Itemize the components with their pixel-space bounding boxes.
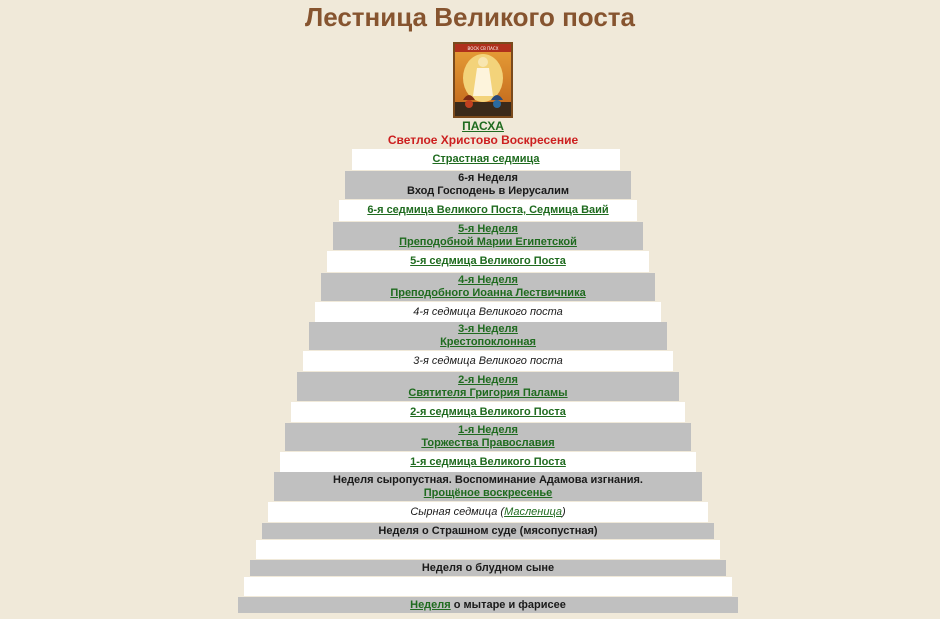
john-climacus-link[interactable]: Преподобного Иоанна Лествичника	[390, 287, 586, 299]
last-judgment-label: Неделя о Страшном суде (мясопустная)	[378, 524, 598, 537]
step-week-5-fast	[327, 251, 649, 272]
step-week-4-fast	[315, 302, 661, 322]
prodigal-son-label: Неделя о блудном сыне	[421, 561, 555, 574]
mary-egypt-link[interactable]: Преподобной Марии Египетской	[399, 236, 577, 248]
step-cheesefare-sunday	[274, 472, 702, 501]
step-week-5	[333, 222, 643, 250]
step-blank-1	[256, 540, 720, 559]
step-week-6-fast	[339, 200, 637, 221]
resurrection-icon[interactable]	[453, 42, 513, 118]
passion-week-link[interactable]: Страстная седмица	[432, 153, 540, 165]
step-passion-week	[352, 149, 620, 170]
week-3-link[interactable]: 3-я Неделя	[458, 323, 518, 335]
palm-week-link[interactable]: 6-я седмица Великого Поста, Седмица Ваий	[367, 204, 609, 216]
week-1-fast-link[interactable]: 1-я седмица Великого Поста	[410, 455, 566, 468]
cheese-week-label: Сырная седмица (	[410, 505, 505, 518]
step-week-2-fast	[291, 402, 685, 422]
page-title: Лестница Великого поста	[304, 2, 635, 32]
week-2-fast-link[interactable]: 2-я седмица Великого Поста	[410, 405, 566, 418]
step-week-3	[309, 322, 667, 350]
step-week-1-fast	[280, 452, 696, 472]
cheese-week-close: )	[562, 505, 566, 518]
step-week-1	[285, 423, 691, 451]
step-week-4	[321, 273, 655, 301]
cheesefare-sunday-label: Неделя сыропустная. Воспоминание Адамова изгнания.	[333, 473, 643, 486]
step-week-6	[345, 171, 631, 199]
step-week-3-fast	[303, 351, 673, 371]
orthodoxy-triumph-link[interactable]: Торжества Православия	[421, 437, 555, 449]
pascha-caption	[0, 119, 940, 133]
week-3-fast-label: 3-я седмица Великого поста	[413, 354, 563, 367]
week-4-fast-label: 4-я седмица Великого поста	[413, 305, 563, 318]
week-4-link[interactable]: 4-я Неделя	[458, 274, 518, 286]
week-5-link[interactable]: 5-я Неделя	[458, 223, 518, 235]
step-last-judgment	[262, 523, 714, 539]
pascha-link[interactable]: ПАСХА	[462, 119, 504, 133]
icon-caption: ВОСК СВ ПАСХ	[467, 46, 499, 51]
publican-pharisee-label: о мытаре и фарисее	[450, 598, 566, 611]
publican-pharisee-link[interactable]: Неделя	[410, 598, 451, 611]
step-publican-pharisee	[238, 597, 738, 613]
step-week-2	[297, 372, 679, 401]
cross-veneration-link[interactable]: Крестопоклонная	[440, 336, 536, 348]
maslenitsa-link[interactable]: Масленица	[504, 505, 562, 518]
forgiveness-sunday-link[interactable]: Прощёное воскресенье	[423, 486, 553, 499]
week-1-link[interactable]: 1-я Неделя	[458, 424, 518, 436]
week-5-fast-link[interactable]: 5-я седмица Великого Поста	[410, 255, 566, 267]
gregory-palamas-link[interactable]: Святителя Григория Паламы	[408, 386, 568, 399]
step-prodigal-son	[250, 560, 726, 576]
resurrection-subtitle: Светлое Христово Воскресение	[387, 133, 579, 147]
week-6-label: 6-я Неделя	[458, 172, 518, 184]
entry-jerusalem-label: Вход Господень в Иерусалим	[407, 185, 569, 197]
week-2-link[interactable]: 2-я Неделя	[458, 373, 518, 386]
step-cheese-week	[268, 502, 708, 522]
step-blank-2	[244, 577, 732, 596]
